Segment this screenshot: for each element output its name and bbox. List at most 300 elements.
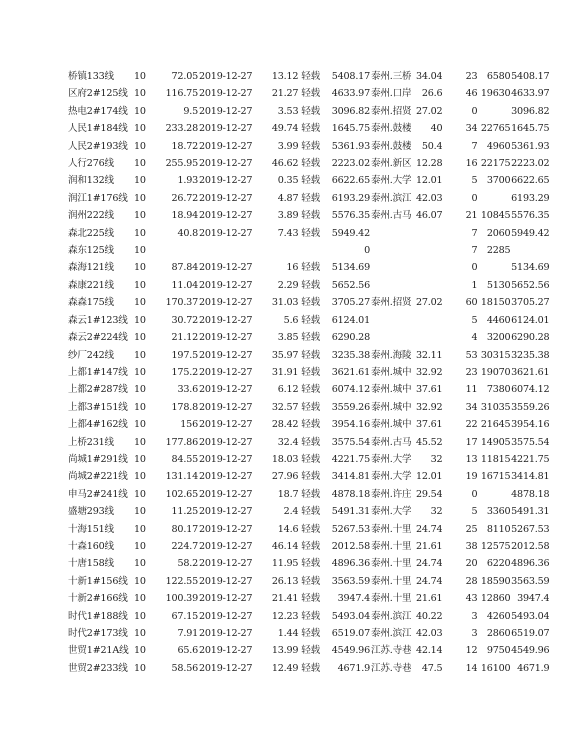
voltage-cell: 10 — [134, 453, 146, 465]
value-b-cell: 6220 — [486, 558, 511, 570]
value-a-cell: 47.5 — [421, 662, 443, 674]
table-row — [68, 120, 549, 137]
value-b-cell: 3360 — [486, 506, 511, 518]
load-rate: 1.44 — [277, 628, 299, 639]
current-value-cell: 9.5 — [183, 105, 198, 117]
voltage-cell: 10 — [134, 245, 146, 257]
count-cell: 20 — [465, 558, 478, 570]
count-cell: 53 — [465, 349, 478, 361]
table-row — [68, 155, 549, 172]
table-row — [68, 555, 549, 572]
load-rate-cell — [260, 573, 320, 590]
date-cell: 2019-12-27 — [199, 140, 253, 152]
capacity-cell: 3954.16 — [331, 419, 370, 431]
count-cell: 34 — [465, 123, 478, 135]
substation-cell: 泰州.海陵 — [371, 349, 412, 361]
line-name-cell: 盛塘293线 — [68, 506, 114, 518]
date-cell: 2019-12-27 — [199, 366, 253, 378]
capacity-repeat-cell: 6290.28 — [511, 332, 550, 344]
value-b-cell: 16100 — [480, 662, 511, 674]
value-b-cell — [477, 103, 510, 120]
substation-cell: 泰州.大学 — [371, 453, 412, 465]
capacity-repeat-cell: 4878.18 — [511, 488, 550, 500]
count-cell: 34 — [465, 401, 478, 413]
date-cell: 2019-12-27 — [199, 105, 253, 117]
current-value-cell: 102.65 — [165, 488, 198, 500]
line-name-cell: 尚城2#221线 — [68, 471, 128, 483]
value-b-cell: 8110 — [486, 523, 511, 535]
line-name-cell: 上桥231线 — [68, 436, 114, 448]
value-b-cell — [477, 259, 510, 276]
current-value-cell: 178.8 — [171, 401, 198, 413]
load-rate-cell — [260, 68, 320, 85]
value-b-cell: 4260 — [486, 610, 511, 622]
capacity-cell: 3575.54 — [331, 436, 370, 448]
line-name-cell: 润州222线 — [68, 210, 114, 222]
current-value-cell: 175.2 — [171, 366, 198, 378]
count-cell: 11 — [465, 384, 478, 396]
load-status: 轻载 — [301, 366, 320, 378]
voltage-cell: 10 — [134, 158, 146, 170]
load-status: 轻载 — [301, 279, 320, 291]
load-rate: 3.99 — [277, 140, 299, 152]
capacity-repeat-cell: 6193.29 — [511, 192, 550, 204]
load-rate-cell — [260, 259, 320, 276]
substation-cell: 泰州.十里 — [371, 540, 412, 552]
substation-cell: 泰州.古马 — [371, 436, 412, 448]
current-value-cell: 30.72 — [171, 314, 198, 326]
voltage-cell: 10 — [134, 662, 146, 674]
value-a-cell — [411, 277, 442, 294]
capacity-repeat-cell: 3575.54 — [511, 436, 550, 448]
table-row — [68, 190, 549, 207]
line-name-cell: 人民1#184线 — [68, 123, 128, 135]
current-value-cell: 87.84 — [171, 262, 198, 274]
capacity-cell: 5267.53 — [331, 523, 370, 535]
voltage-cell: 10 — [134, 123, 146, 135]
value-a-cell: 32 — [430, 506, 443, 518]
table-row — [68, 642, 549, 659]
current-value-cell: 26.72 — [171, 192, 198, 204]
capacity-repeat-cell: 6074.12 — [511, 384, 550, 396]
load-rate-cell — [260, 120, 320, 137]
line-name-cell: 森康221线 — [68, 279, 114, 291]
capacity-cell: 6290.28 — [331, 332, 370, 344]
value-a-cell: 12.01 — [415, 471, 443, 483]
load-rate: 13.12 — [271, 71, 299, 82]
load-rate-cell — [260, 625, 320, 642]
load-rate-cell — [260, 660, 320, 677]
table-row — [68, 486, 549, 503]
count-cell: 0 — [471, 262, 478, 274]
table-row — [68, 503, 549, 520]
voltage-cell: 10 — [134, 471, 146, 483]
line-name-cell: 人民2#193线 — [68, 140, 128, 152]
value-a-cell: 42.03 — [415, 192, 443, 204]
count-cell: 7 — [471, 245, 478, 257]
table-row — [68, 538, 549, 555]
load-rate: 32.4 — [277, 436, 299, 448]
current-value-cell: 131.14 — [165, 471, 198, 483]
load-rate: 46.14 — [271, 540, 299, 552]
date-cell: 2019-12-27 — [199, 123, 253, 135]
capacity-repeat-cell: 5949.42 — [511, 227, 550, 239]
table-row — [68, 242, 549, 259]
capacity-cell: 6519.07 — [331, 628, 370, 639]
load-rate: 21.27 — [271, 88, 299, 100]
load-rate-cell — [260, 503, 320, 520]
capacity-repeat-cell: 4633.97 — [511, 88, 550, 100]
value-a-cell: 32.92 — [415, 366, 443, 378]
table-row — [68, 277, 549, 294]
capacity-repeat-cell: 6124.01 — [511, 314, 550, 326]
date-cell: 2019-12-27 — [199, 575, 253, 587]
table-row — [68, 590, 549, 607]
substation-cell: 泰州.十里 — [371, 593, 412, 605]
capacity-cell: 4221.75 — [331, 453, 370, 465]
current-value-cell: 33.6 — [177, 384, 198, 396]
load-rate: 31.91 — [271, 366, 299, 378]
date-cell: 2019-12-27 — [199, 610, 253, 622]
capacity-cell: 5652.56 — [331, 279, 370, 291]
count-cell: 4 — [471, 332, 478, 344]
date-cell: 2019-12-27 — [199, 419, 253, 431]
substation-cell: 泰州.滨江 — [371, 192, 412, 204]
line-name-cell: 十森160线 — [68, 540, 114, 552]
voltage-cell: 10 — [134, 593, 146, 605]
count-cell: 22 — [465, 419, 478, 431]
date-cell: 2019-12-27 — [199, 628, 253, 639]
value-b-cell: 31035 — [480, 401, 511, 413]
current-value-cell: 156 — [180, 419, 198, 431]
load-rate-cell — [260, 242, 320, 259]
date-cell: 2019-12-27 — [199, 523, 253, 535]
table-row — [68, 434, 549, 451]
line-name-cell: 尚城1#291线 — [68, 453, 128, 465]
capacity-cell: 4633.97 — [331, 88, 370, 100]
current-value-cell: 80.17 — [171, 523, 198, 535]
value-a-cell: 29.54 — [415, 488, 443, 500]
current-value-cell: 11.04 — [171, 279, 198, 291]
capacity-repeat-cell: 6519.07 — [511, 628, 550, 639]
table-row — [68, 225, 549, 242]
load-status: 轻载 — [301, 314, 320, 326]
value-b-cell: 12575 — [480, 540, 511, 552]
load-status: 轻载 — [301, 662, 320, 674]
count-cell: 21 — [465, 210, 478, 222]
capacity-repeat-cell: 1645.75 — [511, 123, 550, 135]
table-row — [68, 85, 549, 102]
capacity-repeat-cell: 5576.35 — [511, 210, 550, 222]
date-cell: 2019-12-27 — [199, 227, 253, 239]
load-rate-cell — [260, 207, 320, 224]
substation-cell: 泰州.滨江 — [371, 628, 412, 639]
value-b-cell: 2860 — [486, 628, 511, 639]
value-a-cell: 27.02 — [415, 297, 443, 309]
load-status: 轻载 — [301, 88, 320, 100]
current-value-cell: 72.05 — [171, 71, 198, 82]
value-a-cell: 27.02 — [415, 105, 443, 117]
voltage-cell: 10 — [134, 523, 146, 535]
load-rate-cell — [260, 538, 320, 555]
current-value-cell: 67.15 — [171, 610, 198, 622]
capacity-cell: 2012.58 — [331, 540, 370, 552]
date-cell: 2019-12-27 — [199, 645, 253, 657]
load-status: 轻载 — [301, 262, 320, 274]
substation-cell: 江苏.寺巷 — [371, 645, 412, 657]
count-cell: 12 — [465, 645, 478, 657]
capacity-cell: 5491.31 — [331, 506, 370, 518]
capacity-cell: 3559.26 — [331, 401, 370, 413]
value-a-cell: 34.04 — [415, 71, 443, 82]
load-status: 轻载 — [301, 593, 320, 605]
date-cell: 2019-12-27 — [199, 349, 253, 361]
capacity-cell: 5949.42 — [331, 227, 370, 239]
capacity-cell: 5134.69 — [331, 262, 370, 274]
load-rate: 4.87 — [277, 192, 299, 204]
voltage-cell: 10 — [134, 262, 146, 274]
value-a-cell: 42.03 — [415, 628, 443, 639]
capacity-repeat-cell: 5267.53 — [511, 523, 550, 535]
date-cell: 2019-12-27 — [199, 88, 253, 100]
count-cell: 5 — [471, 314, 478, 326]
value-a-cell: 40 — [430, 123, 443, 135]
load-status: 轻载 — [301, 419, 320, 431]
substation-cell: 泰州.三桥 — [371, 71, 412, 82]
load-status: 轻载 — [301, 175, 320, 187]
load-rate-cell — [260, 312, 320, 329]
value-a-cell: 26.6 — [421, 88, 443, 100]
load-status: 轻载 — [301, 192, 320, 204]
value-b-cell: 2060 — [486, 227, 511, 239]
current-value-cell: 122.55 — [165, 575, 198, 587]
line-name-cell: 热电2#174线 — [68, 105, 128, 117]
capacity-cell: 5408.17 — [331, 71, 370, 82]
current-value-cell: 18.72 — [171, 140, 198, 152]
value-b-cell: 22175 — [480, 158, 511, 170]
value-b-cell: 11815 — [480, 453, 511, 465]
date-cell: 2019-12-27 — [199, 262, 253, 274]
line-name-cell: 上都4#162线 — [68, 419, 128, 431]
substation-cell: 泰州.招贤 — [371, 105, 412, 117]
date-cell: 2019-12-27 — [199, 506, 253, 518]
voltage-cell: 10 — [134, 105, 146, 117]
voltage-cell: 10 — [134, 140, 146, 152]
load-rate-cell — [260, 138, 320, 155]
capacity-repeat-cell: 5493.04 — [511, 610, 550, 622]
value-a-cell: 12.01 — [415, 175, 443, 187]
load-status: 轻载 — [301, 436, 320, 448]
capacity-repeat-cell: 3563.59 — [511, 575, 550, 587]
value-a-cell: 46.07 — [415, 210, 443, 222]
line-name-cell: 上都1#147线 — [68, 366, 128, 378]
table-row — [68, 103, 549, 120]
load-rate-cell — [260, 85, 320, 102]
capacity-cell: 5361.93 — [331, 140, 370, 152]
load-status: 轻载 — [301, 71, 320, 82]
load-rate: 3.53 — [277, 105, 299, 117]
load-rate-cell — [260, 277, 320, 294]
load-rate-cell — [260, 590, 320, 607]
current-value-cell — [158, 242, 198, 259]
load-rate-cell — [260, 451, 320, 468]
capacity-cell: 6074.12 — [331, 384, 370, 396]
capacity-repeat-cell: 4896.36 — [511, 558, 550, 570]
count-cell: 14 — [465, 662, 478, 674]
load-rate-cell — [260, 608, 320, 625]
capacity-repeat-cell: 2223.02 — [511, 158, 550, 170]
count-cell: 23 — [465, 366, 478, 378]
substation-cell: 江苏.寺巷 — [371, 662, 412, 674]
value-b-cell: 14905 — [480, 436, 511, 448]
load-status: 轻载 — [301, 540, 320, 552]
voltage-cell: 10 — [134, 610, 146, 622]
substation-cell: 泰州.新区 — [371, 158, 412, 170]
count-cell: 43 — [465, 593, 478, 605]
capacity-cell: 4549.96 — [331, 645, 370, 657]
table-body — [68, 68, 549, 677]
line-name-cell: 时代2#173线 — [68, 628, 128, 639]
date-cell: 2019-12-27 — [199, 453, 253, 465]
value-a-cell: 24.74 — [415, 523, 443, 535]
count-cell: 0 — [471, 192, 478, 204]
substation-cell: 泰州.十里 — [371, 523, 412, 535]
voltage-cell: 10 — [134, 314, 146, 326]
load-rate-cell — [260, 399, 320, 416]
voltage-cell: 10 — [134, 227, 146, 239]
line-name-cell: 申马2#241线 — [68, 488, 128, 500]
line-name-cell: 上都3#151线 — [68, 401, 128, 413]
value-b-cell: 3200 — [486, 332, 511, 344]
count-cell: 3 — [471, 610, 478, 622]
capacity-cell: 3414.81 — [331, 471, 370, 483]
current-value-cell: 233.28 — [165, 123, 198, 135]
table-row — [68, 329, 549, 346]
load-rate: 49.74 — [271, 123, 299, 135]
load-status: 轻载 — [301, 506, 320, 518]
capacity-cell: 4671.9 — [337, 662, 370, 674]
voltage-cell: 10 — [134, 349, 146, 361]
load-rate: 18.7 — [277, 488, 299, 500]
value-b-cell: 7380 — [486, 384, 511, 396]
voltage-cell: 10 — [134, 384, 146, 396]
value-a-cell — [411, 312, 442, 329]
value-b-cell: 18590 — [480, 575, 511, 587]
load-rate-cell — [260, 155, 320, 172]
load-status: 轻载 — [301, 453, 320, 465]
date-cell: 2019-12-27 — [199, 210, 253, 222]
load-rate: 18.03 — [271, 453, 299, 465]
capacity-repeat-cell: 5134.69 — [511, 262, 550, 274]
value-a-cell: 21.61 — [415, 540, 443, 552]
count-cell: 17 — [465, 436, 478, 448]
current-value-cell: 255.95 — [165, 158, 198, 170]
voltage-cell: 10 — [134, 419, 146, 431]
load-rate: 28.42 — [271, 419, 299, 431]
date-cell — [198, 242, 260, 259]
table-row — [68, 294, 549, 311]
date-cell: 2019-12-27 — [199, 593, 253, 605]
load-status: 轻载 — [301, 471, 320, 483]
capacity-cell: 3563.59 — [331, 575, 370, 587]
count-cell: 38 — [465, 540, 478, 552]
value-a-cell: 32 — [430, 453, 443, 465]
substation-cell — [370, 277, 411, 294]
voltage-cell: 10 — [134, 279, 146, 291]
value-b-cell: 4960 — [486, 140, 511, 152]
capacity-cell: 3947.4 — [337, 593, 370, 605]
substation-cell: 泰州.城中 — [371, 384, 412, 396]
capacity-repeat-cell: 3954.16 — [511, 419, 550, 431]
value-a-cell — [411, 329, 442, 346]
value-b-cell: 19630 — [480, 88, 511, 100]
load-rate: 3.85 — [277, 332, 299, 344]
date-cell: 2019-12-27 — [199, 540, 253, 552]
current-value-cell: 116.75 — [165, 88, 198, 100]
count-cell: 23 — [465, 71, 478, 82]
line-name-cell: 桥镇133线 — [68, 71, 114, 82]
load-rate: 2.29 — [277, 279, 299, 291]
date-cell: 2019-12-27 — [199, 436, 253, 448]
value-b-cell: 4460 — [486, 314, 511, 326]
value-b-cell — [477, 190, 510, 207]
capacity-repeat-cell: 4671.9 — [517, 662, 550, 674]
current-value-cell: 65.6 — [177, 645, 198, 657]
value-a-cell: 32.92 — [415, 401, 443, 413]
count-cell: 60 — [465, 297, 478, 309]
load-status: 轻载 — [301, 401, 320, 413]
load-status: 轻载 — [301, 384, 320, 396]
capacity-repeat-cell: 3705.27 — [511, 297, 550, 309]
date-cell: 2019-12-27 — [199, 175, 253, 187]
voltage-cell: 10 — [134, 366, 146, 378]
load-status: 轻载 — [301, 523, 320, 535]
voltage-cell: 10 — [134, 88, 146, 100]
date-cell: 2019-12-27 — [199, 279, 253, 291]
value-b-cell: 12860 — [480, 593, 511, 605]
table-row — [68, 399, 549, 416]
load-rate: 13.99 — [271, 645, 299, 657]
load-rate-cell — [260, 381, 320, 398]
current-value-cell: 11.25 — [171, 506, 198, 518]
count-cell: 1 — [471, 279, 478, 291]
line-name-cell: 世贸1#21A线 — [68, 645, 129, 657]
voltage-cell: 10 — [134, 297, 146, 309]
value-b-cell: 9750 — [486, 645, 511, 657]
current-value-cell: 1.93 — [177, 175, 198, 187]
load-status: 轻载 — [301, 575, 320, 587]
line-name-cell: 纱厂242线 — [68, 349, 114, 361]
substation-cell: 泰州.大学 — [371, 175, 412, 187]
line-name-cell: 森森175线 — [68, 297, 114, 309]
substation-cell: 泰州.许庄 — [371, 488, 412, 500]
table-row — [68, 172, 549, 189]
capacity-cell: 6124.01 — [331, 314, 370, 326]
capacity-repeat-cell: 2012.58 — [511, 540, 550, 552]
date-cell: 2019-12-27 — [199, 471, 253, 483]
capacity-cell: 5576.35 — [331, 210, 370, 222]
load-rate-cell — [260, 416, 320, 433]
capacity-repeat-cell: 5408.17 — [511, 71, 550, 82]
load-status: 轻载 — [301, 332, 320, 344]
voltage-cell: 10 — [134, 628, 146, 639]
voltage-cell: 10 — [134, 332, 146, 344]
load-status: 轻载 — [301, 140, 320, 152]
voltage-cell: 10 — [134, 192, 146, 204]
value-b-cell: 18150 — [480, 297, 511, 309]
table-row — [68, 364, 549, 381]
load-rate: 31.03 — [271, 297, 299, 309]
